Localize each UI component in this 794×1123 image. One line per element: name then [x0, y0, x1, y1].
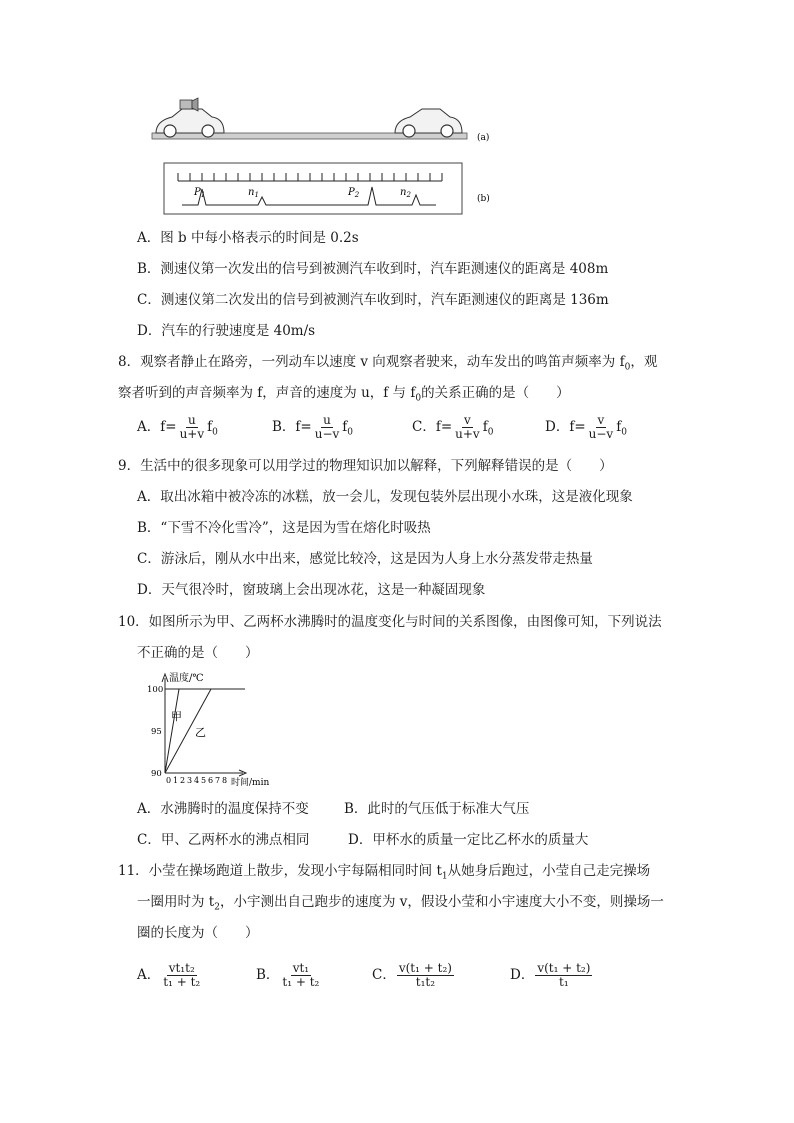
q11-stem-line2: 一圈用时为 $t_2$，小宇测出自己跑步的速度为 v，假设小莹和小宇速度大小不变，则操场一	[137, 894, 664, 913]
q8-option-d: D．f= $\frac{v}{u-v}$ $f_0$	[545, 413, 627, 441]
q8-option-a: A．f= $\frac{u}{u+v}$ $f_0$	[137, 413, 218, 441]
x-ticks	[166, 776, 227, 785]
q10-stem-line1: 10．如图所示为甲、乙两杯水沸腾时的温度变化与时间的关系图像，由图像可知，下列说法	[118, 614, 662, 630]
q9-option-b: B．“下雪不冷化雪冷”，这是因为雪在熔化时吸热	[137, 520, 431, 536]
svg-text:2: 2	[180, 776, 186, 785]
label-n2: $n_2$	[400, 187, 411, 199]
q7-option-a: A．图 b 中每小格表示的时间是 0.2s	[137, 230, 359, 246]
q11-option-b: B． $\frac{\text{vt₁}}{\text{t₁ + t₂}}$	[256, 961, 320, 989]
y-tick-95: 95	[151, 727, 162, 737]
road-ground	[152, 133, 467, 139]
q7-option-c: C．测速仪第二次发出的信号到被测汽车收到时，汽车距测速仪的距离是 136m	[137, 292, 609, 308]
svg-text:0: 0	[166, 776, 172, 785]
q8-stem-line1: 8．观察者静止在路旁，一列动车以速度 v 向观察者驶来，动车发出的鸣笛声频率为 $f_0$，观	[118, 354, 658, 373]
q11-option-d: D． $\frac{\text{v(t₁ + t₂)}}{\text{t₁}}$	[510, 961, 591, 989]
svg-text:6: 6	[208, 776, 214, 785]
q10-option-d: D．甲杯水的质量一定比乙杯水的质量大	[348, 832, 589, 848]
q7-option-d: D．汽车的行驶速度是 40m/s	[137, 323, 316, 339]
q9-option-d: D．天气很冷时，窗玻璃上会出现冰花，这是一种凝固现象	[137, 582, 486, 598]
svg-text:1: 1	[173, 776, 179, 785]
q9-option-c: C．游泳后，刚从水中出来，感觉比较冷，这是因为人身上水分蒸发带走热量	[137, 551, 593, 567]
svg-text:8: 8	[222, 776, 228, 785]
label-n1: $n_1$	[248, 187, 259, 199]
q10-stem-line2: 不正确的是（ ）	[137, 645, 259, 661]
q10-option-c: C．甲、乙两杯水的沸点相同	[137, 832, 310, 848]
label-p1: $P_1$	[194, 187, 206, 199]
label-jia: 甲	[171, 710, 182, 723]
q10-option-a: A．水沸腾时的温度保持不变	[137, 801, 309, 817]
q8-stem-line2: 察者听到的声音频率为 f，声音的速度为 u，f 与 $f_0$的关系正确的是（ ）	[118, 385, 570, 404]
q7-option-b: B．测速仪第一次发出的信号到被测汽车收到时，汽车距测速仪的距离是 408m	[137, 261, 609, 277]
q8-option-b: B．f= $\frac{u}{u-v}$ $f_0$	[272, 413, 354, 441]
target-car-icon	[395, 109, 462, 137]
y-axis-label: 温度/℃	[169, 673, 204, 684]
signal-chart-frame	[164, 163, 462, 214]
q11-option-c: C． $\frac{\text{v(t₁ + t₂)}}{\text{t₁t₂}}$	[372, 961, 452, 989]
label-yi: 乙	[195, 726, 206, 739]
svg-text:5: 5	[201, 776, 207, 785]
svg-text:3: 3	[187, 776, 193, 785]
figure-speed-radar	[150, 95, 500, 220]
radar-car-icon	[156, 98, 224, 137]
q8-option-c: C．f= $\frac{v}{u+v}$ $f_0$	[412, 413, 494, 441]
svg-text:7: 7	[215, 776, 221, 785]
y-tick-100: 100	[147, 685, 164, 695]
q11-stem-line1: 11．小莹在操场跑道上散步，发现小宇每隔相同时间 $t_1$从她身后跑过，小莹自己走完操场	[118, 863, 651, 882]
x-axis-label: 时间/min	[231, 778, 270, 788]
q11-stem-line3: 圈的长度为（ ）	[137, 925, 259, 941]
q9-option-a: A．取出冰箱中被冷冻的冰糕，放一会儿，发现包装外层出现小水珠，这是液化现象	[137, 489, 633, 505]
q11-option-a: A． $\frac{\text{vt₁t₂}}{\text{t₁ + t₂}}$	[137, 961, 201, 989]
svg-text:4: 4	[194, 776, 200, 785]
q9-stem: 9．生活中的很多现象可以用学过的物理知识加以解释，下列解释错误的是（ ）	[118, 458, 613, 474]
y-tick-90: 90	[151, 769, 162, 779]
label-a: (a)	[477, 133, 490, 143]
boiling-graph	[145, 670, 295, 790]
q10-option-b: B．此时的气压低于标准大气压	[344, 801, 530, 817]
label-b: (b)	[477, 194, 490, 204]
label-p2: $P_2$	[348, 187, 360, 199]
